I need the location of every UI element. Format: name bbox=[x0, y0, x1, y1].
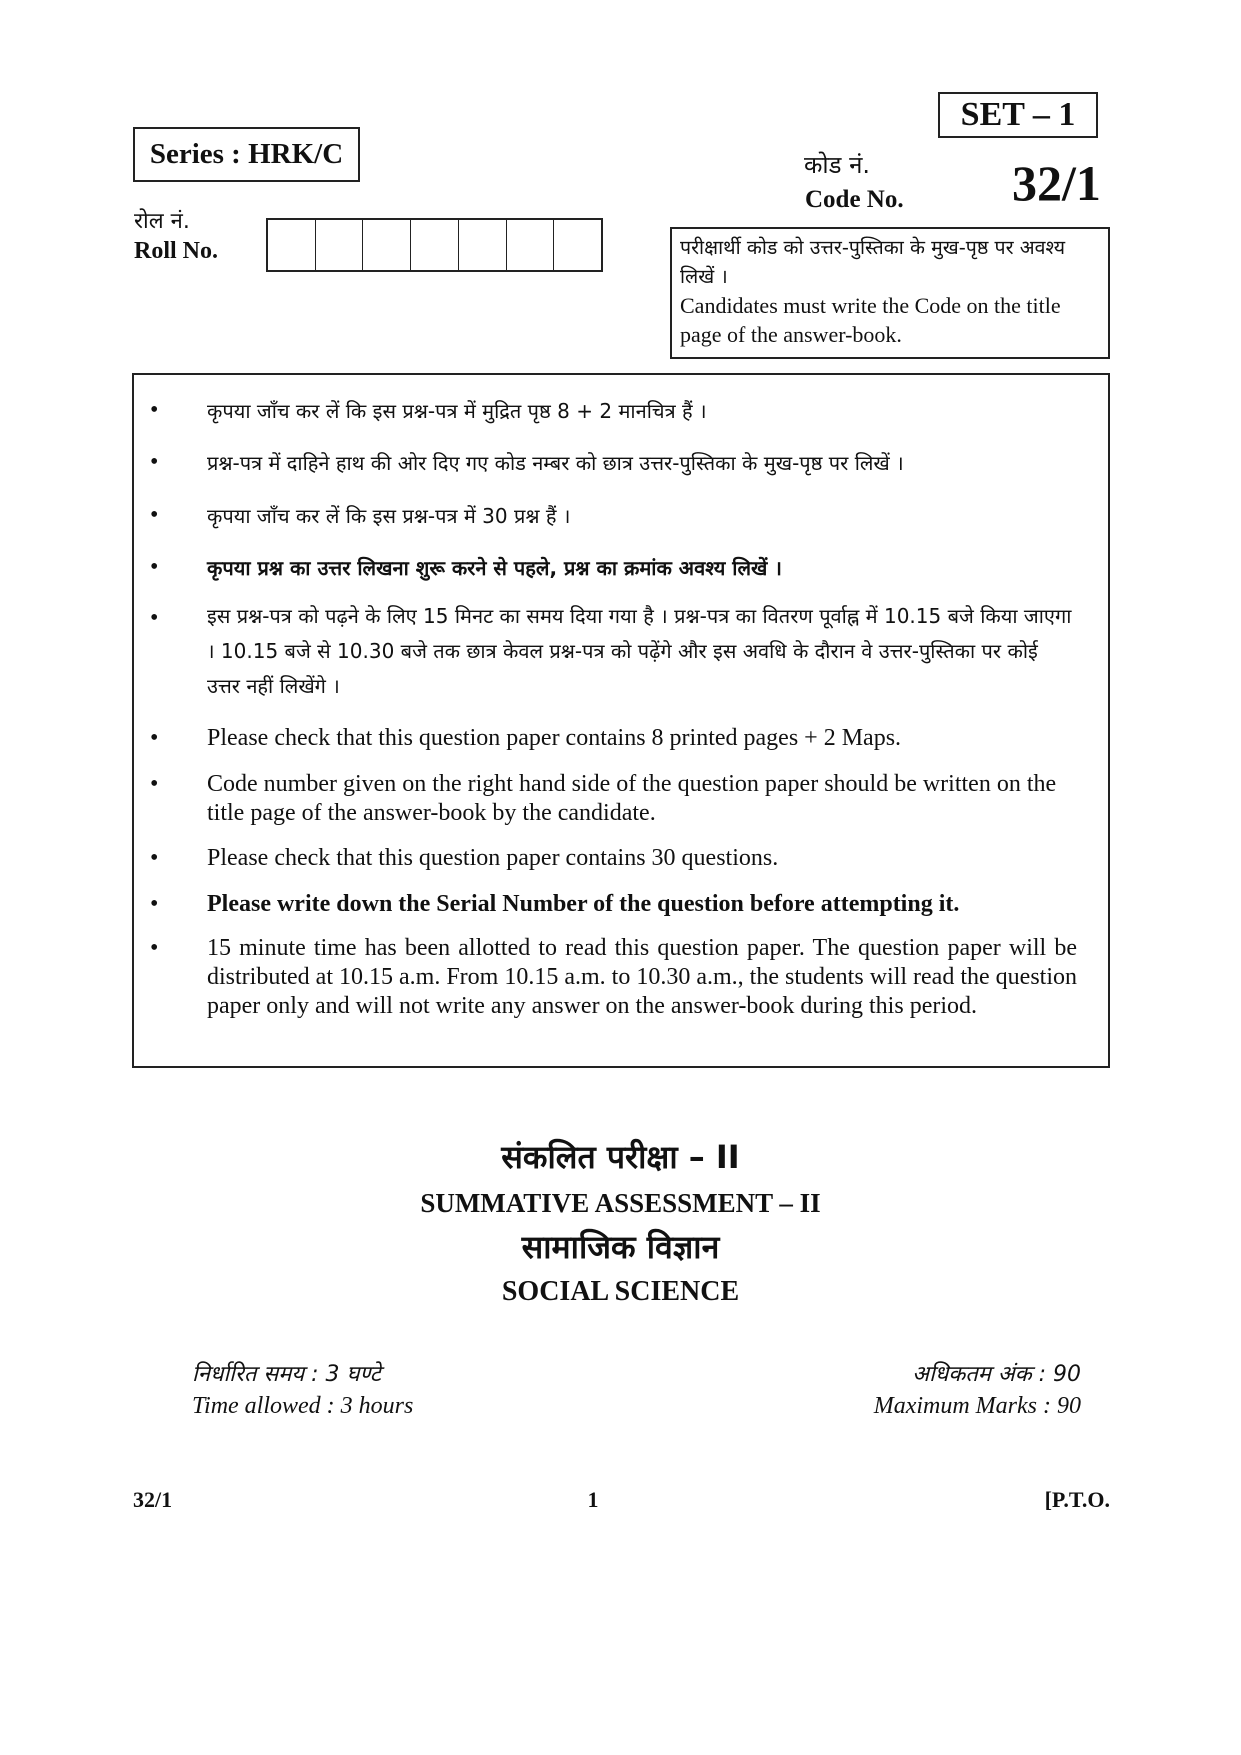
exam-title-hindi: संकलित परीक्षा – II bbox=[501, 1138, 740, 1176]
set-label: SET – 1 bbox=[938, 92, 1098, 138]
footer-code: 32/1 bbox=[133, 1487, 173, 1512]
maximum-marks: Maximum Marks : 90 bbox=[873, 1393, 1081, 1419]
instruction-item: कृपया जाँच कर लें कि इस प्रश्न-पत्र में मुद्रित पृष्ठ 8 + 2 मानचित्र हैं । bbox=[207, 399, 707, 423]
instruction-item: Please write down the Serial Number of the question before attempting it. bbox=[207, 891, 960, 917]
roll-digit-box[interactable] bbox=[411, 220, 459, 270]
instruction-item: Please check that this question paper contains 30 questions. bbox=[207, 845, 779, 871]
roll-label-hindi: रोल नं. bbox=[134, 209, 190, 234]
bullet-icon: • bbox=[150, 725, 159, 751]
roll-digit-box[interactable] bbox=[507, 220, 555, 270]
bullet-icon: • bbox=[150, 397, 159, 423]
instruction-item: कृपया जाँच कर लें कि इस प्रश्न-पत्र में 30 प्रश्न हैं । bbox=[207, 504, 571, 528]
code-instruction-english: Candidates must write the Code on the title page of the answer-book. bbox=[680, 293, 1061, 347]
subject-title-hindi: सामाजिक विज्ञान bbox=[521, 1228, 720, 1266]
time-allowed-hindi: निर्धारित समय : 3 घण्टे bbox=[192, 1362, 381, 1387]
series-label: Series : HRK/C bbox=[133, 127, 360, 182]
roll-label: Roll No. bbox=[134, 238, 218, 264]
code-number: 32/1 bbox=[1012, 155, 1101, 211]
instruction-item: Code number given on the right hand side of the question paper should be written on the title page of the answer-book by the candidate. bbox=[207, 771, 1057, 826]
bullet-icon: • bbox=[150, 891, 159, 917]
exam-title: SUMMATIVE ASSESSMENT – II bbox=[420, 1188, 821, 1218]
roll-digit-box[interactable] bbox=[268, 220, 316, 270]
code-instruction-hindi: परीक्षार्थी कोड को उत्तर-पुस्तिका के मुख-पृष्ठ पर अवश्य लिखें । bbox=[680, 236, 1066, 288]
roll-digit-box[interactable] bbox=[459, 220, 507, 270]
bullet-icon: • bbox=[150, 935, 159, 961]
code-label-hindi: कोड नं. bbox=[804, 151, 871, 179]
instruction-item: Please check that this question paper contains 8 printed pages + 2 Maps. bbox=[207, 725, 902, 751]
instruction-item: 15 minute time has been allotted to read this question paper. The question paper will be distributed at 10.15 a.m. From 10.15 a.m. to 10.30 a.m., the students will read the question paper only and will not write any answer on the answer-book during this period. bbox=[207, 935, 1077, 1019]
subject-title: SOCIAL SCIENCE bbox=[501, 1276, 740, 1307]
page-number: 1 bbox=[587, 1487, 599, 1512]
bullet-icon: • bbox=[150, 605, 159, 631]
bullet-icon: • bbox=[150, 502, 159, 528]
instruction-item: प्रश्न-पत्र में दाहिने हाथ की ओर दिए गए कोड नम्बर को छात्र उत्तर-पुस्तिका के मुख-पृष्ठ पर लिखें । bbox=[207, 451, 904, 475]
roll-digit-box[interactable] bbox=[316, 220, 364, 270]
instruction-item: इस प्रश्न-पत्र को पढ़ने के लिए 15 मिनट का समय दिया गया है । प्रश्न-पत्र का वितरण पूर्वाह्न में 10.15 बजे किया जाएगा । 10.15 बजे से 10.30 बजे तक छात्र केवल प्रश्न-पत्र को पढ़ेंगे और इस अवधि के दौरान वे उत्तर-पुस्तिका पर कोई उत्तर नहीं लिखेंगे । bbox=[207, 604, 1072, 698]
bullet-icon: • bbox=[150, 554, 159, 580]
time-allowed: Time allowed : 3 hours bbox=[192, 1393, 414, 1419]
code-label: Code No. bbox=[805, 186, 904, 213]
maximum-marks-hindi: अधिकतम अंक : 90 bbox=[912, 1362, 1081, 1387]
roll-digit-box[interactable] bbox=[363, 220, 411, 270]
bullet-icon: • bbox=[150, 771, 159, 797]
instruction-item: कृपया प्रश्न का उत्तर लिखना शुरू करने से पहले, प्रश्न का क्रमांक अवश्य लिखें । bbox=[207, 556, 782, 580]
code-instruction-box bbox=[670, 227, 1110, 359]
roll-digit-box[interactable] bbox=[554, 220, 601, 270]
bullet-icon: • bbox=[150, 845, 159, 871]
bullet-icon: • bbox=[150, 449, 159, 475]
roll-number-boxes[interactable] bbox=[266, 218, 603, 272]
pto-label: [P.T.O. bbox=[1044, 1487, 1110, 1512]
